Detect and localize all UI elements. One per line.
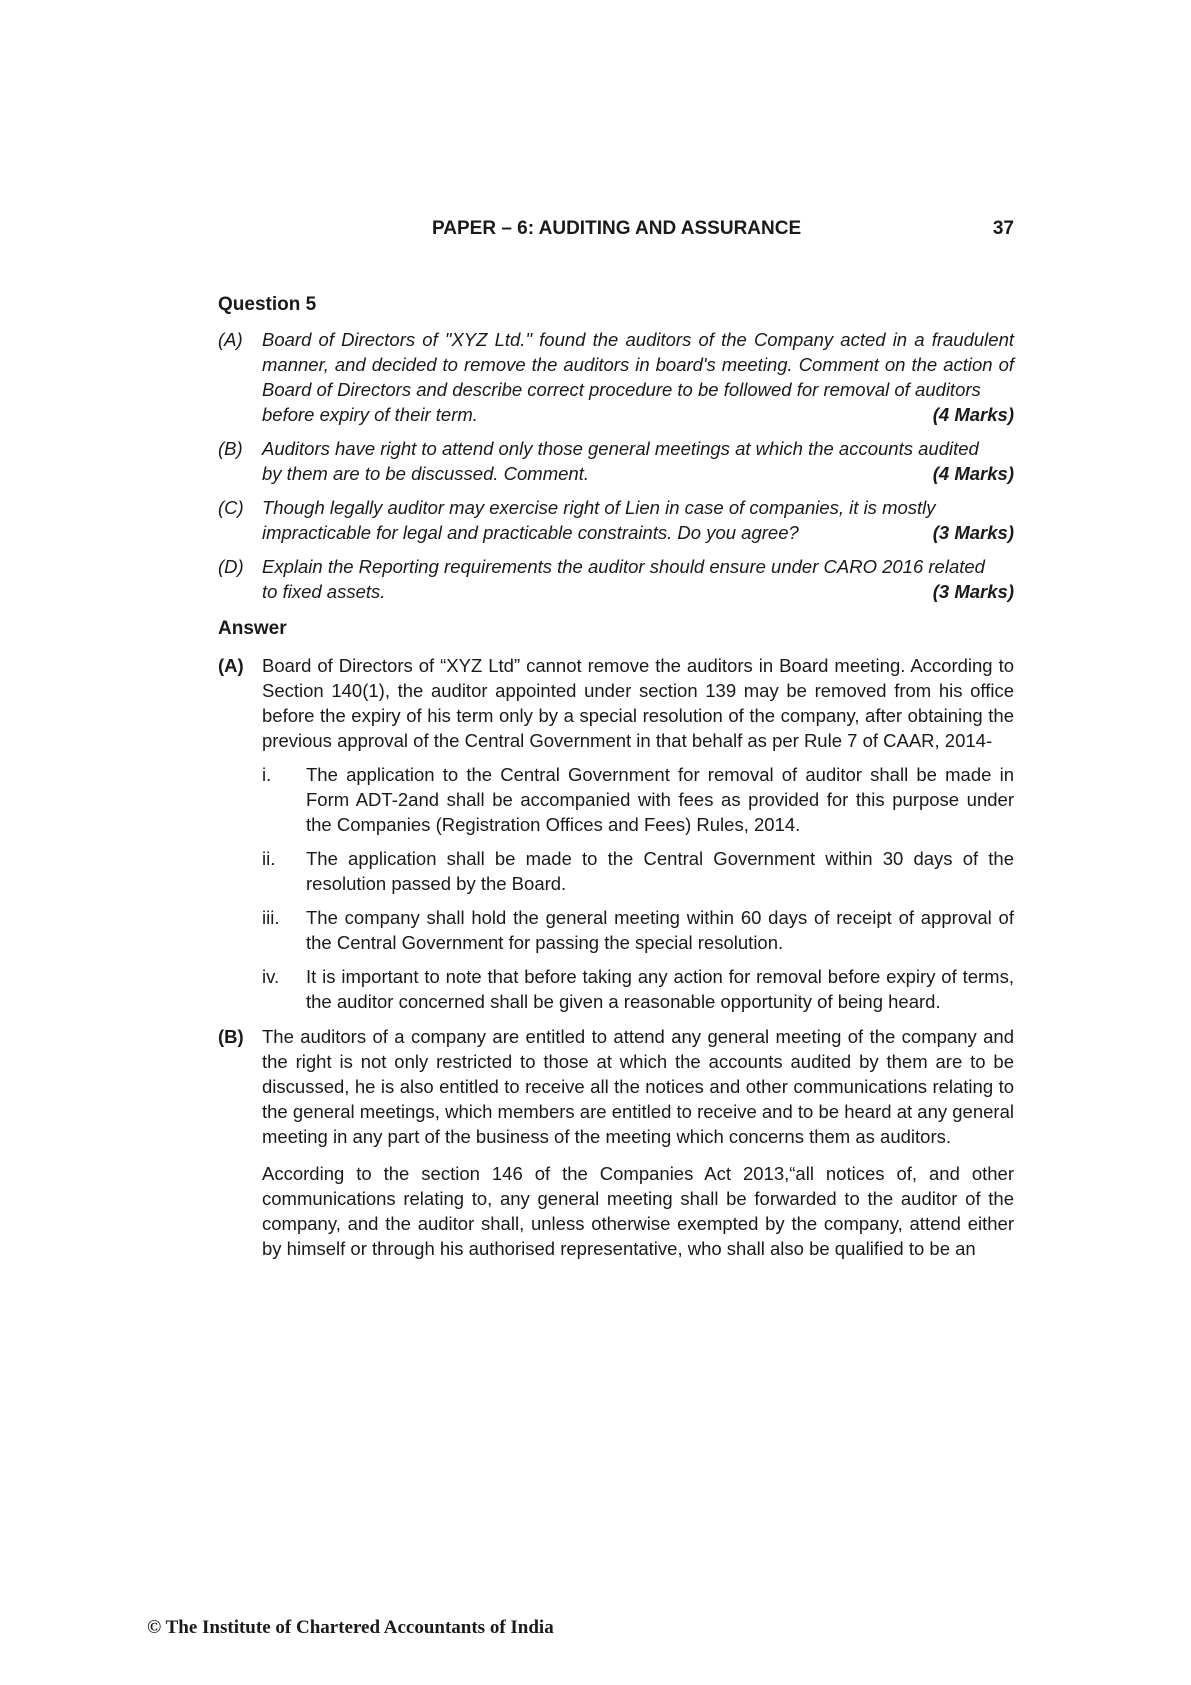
question-item-a [218, 327, 1014, 427]
list-item-text: It is important to note that before taking any action for removal before expiry of terms, the auditor concerned shall be given a reasonable opportunity of being heard. [306, 966, 1014, 1012]
marks-label: (4 Marks) [932, 463, 1014, 484]
list-item [262, 846, 1014, 896]
answer-paragraph: Board of Directors of “XYZ Ltd” cannot remove the auditors in Board meeting. According to Section 140(1), the auditor appointed under section 139 may be removed from his office before the expiry of his term only by a special resolution of the company, after obtaining the previous approval of the Central Government in that behalf as per Rule 7 of CAAR, 2014- [262, 655, 1014, 751]
list-item [262, 762, 1014, 837]
copyright-footer: © The Institute of Chartered Accountants of India [147, 1617, 554, 1638]
question-item-d [218, 554, 1014, 604]
marks-label: (3 Marks) [932, 581, 1014, 602]
list-item-text: The application to the Central Government for removal of auditor shall be made in Form ADT-2and shall be accompanied with fees as provided for this purpose under the Companies (Registration Offices and Fees) Rules, 2014. [306, 764, 1014, 835]
list-item-number: i. [262, 764, 272, 785]
list-item-number: iv. [262, 966, 280, 987]
question-label: (C) [218, 497, 244, 518]
page-header [218, 218, 1014, 244]
question-text-last-line: before expiry of their term. [262, 404, 478, 425]
answer-item-b [218, 1024, 1014, 1261]
paper-title: PAPER – 6: AUDITING AND ASSURANCE [432, 218, 802, 239]
question-text: Explain the Reporting requirements the auditor should ensure under CARO 2016 related [262, 556, 985, 577]
question-heading: Question 5 [218, 294, 317, 315]
answer-heading: Answer [218, 618, 287, 639]
marks-label: (3 Marks) [932, 522, 1014, 543]
list-item [262, 905, 1014, 955]
question-text-last-line: impracticable for legal and practicable constraints. Do you agree? [262, 522, 799, 543]
answer-paragraph-2: According to the section 146 of the Companies Act 2013,“all notices of, and other communications relating to, any general meeting shall be forwarded to the auditor of the company, and the auditor shall, unless otherwise exempted by the company, attend either by himself or through his authorised representative, who shall also be qualified to be an [262, 1163, 1014, 1259]
answer-label: (A) [218, 655, 244, 676]
marks-label: (4 Marks) [932, 404, 1014, 425]
question-label: (B) [218, 438, 243, 459]
answer-label: (B) [218, 1026, 244, 1047]
answer-item-a [218, 653, 1014, 1014]
list-item-number: iii. [262, 907, 280, 928]
question-item-c [218, 495, 1014, 545]
answer-paragraph: The auditors of a company are entitled to attend any general meeting of the company and the right is not only restricted to those at which the accounts audited by them are to be discussed, he is also entitled to receive all the notices and other communications relating to the general meetings, which members are entitled to receive and to be heard at any general meeting in any part of the business of the meeting which concerns them as auditors. [262, 1026, 1014, 1147]
question-label: (A) [218, 329, 243, 350]
question-text: Board of Directors of "XYZ Ltd." found the auditors of the Company acted in a fraudulent manner, and decided to remove the auditors in board's meeting. Comment on the action of Board of Directors and describe correct procedure to be followed for removal of auditors [262, 329, 1014, 400]
list-item-number: ii. [262, 848, 276, 869]
question-text: Though legally auditor may exercise right of Lien in case of companies, it is mostly [262, 497, 936, 518]
question-label: (D) [218, 556, 244, 577]
question-text: Auditors have right to attend only those general meetings at which the accounts audited [262, 438, 979, 459]
page-content [218, 292, 1014, 1271]
list-item [262, 964, 1014, 1014]
question-text-last-line: by them are to be discussed. Comment. [262, 463, 589, 484]
list-item-text: The application shall be made to the Central Government within 30 days of the resolution passed by the Board. [306, 848, 1014, 894]
page-number: 37 [992, 218, 1014, 239]
question-item-b [218, 436, 1014, 486]
list-item-text: The company shall hold the general meeting within 60 days of receipt of approval of the Central Government for passing the special resolution. [306, 907, 1014, 953]
question-text-last-line: to fixed assets. [262, 581, 386, 602]
